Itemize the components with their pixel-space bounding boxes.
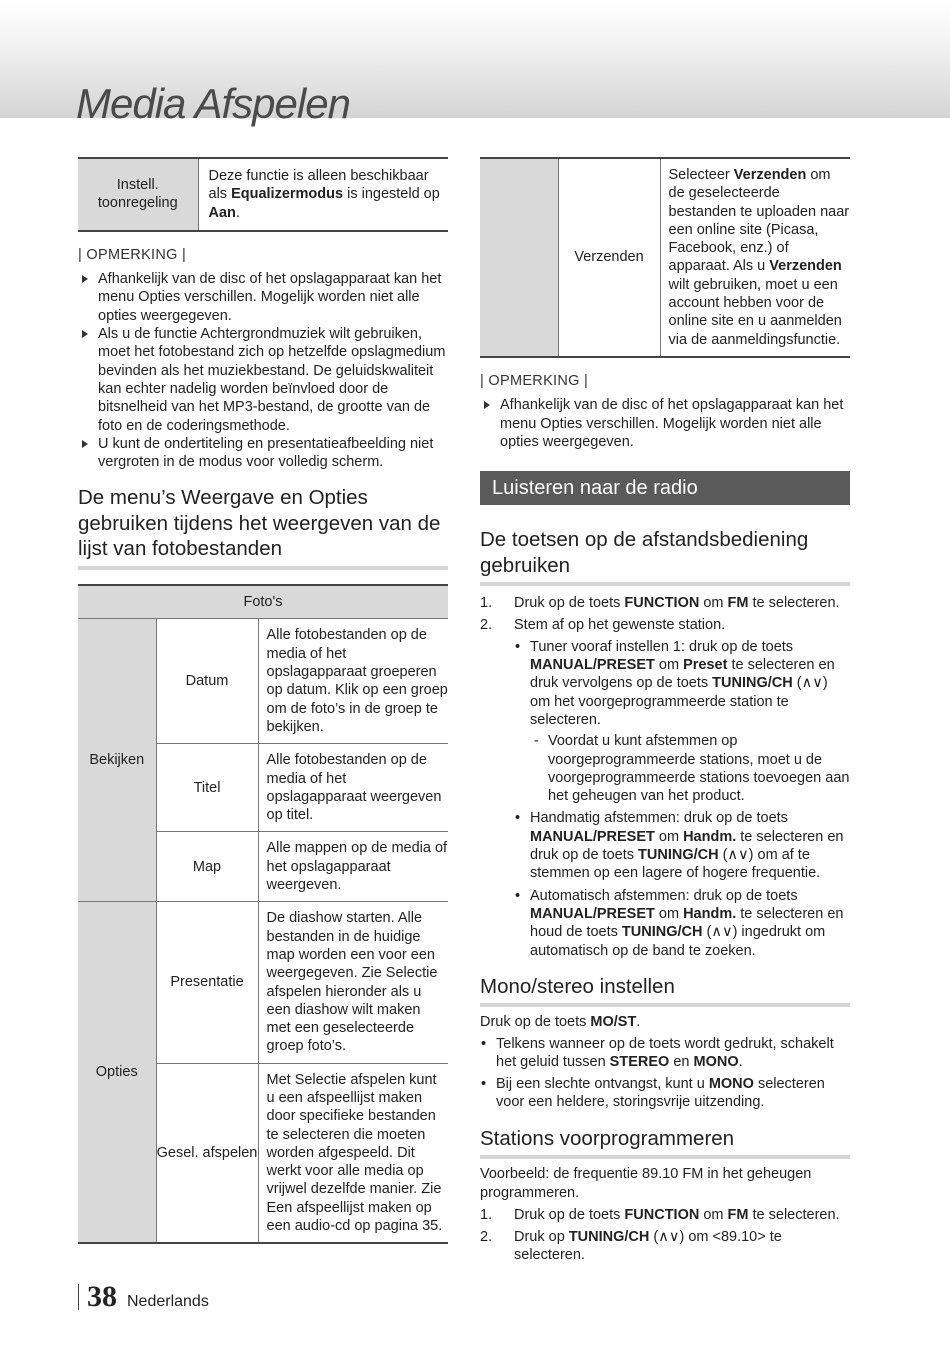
tuning-subnote: - Voordat u kunt afstemmen op voorgeprogrammeerde stations, moet u de voorgeprogrammeerde stations toevoegen aan het geheugen van het product. — [530, 732, 850, 805]
footer-rule — [78, 1284, 79, 1310]
remote-steps — [480, 594, 850, 960]
send-description: Selecteer Verzenden om de geselecteerde bestanden te uploaden naar een online site (Picasa, Facebook, enz.) of apparaat. Als u Verzenden wilt gebruiken, moet u een account hebben voor de online site en u aanmelden via de aanmeldingsfunctie. — [660, 158, 850, 357]
note-item: Afhankelijk van de disc of het opslagapparaat kan het menu Opties verschillen. Mogelijk worden niet alle opties weergegeven. — [480, 396, 850, 451]
group-bekijken: Bekijken — [78, 619, 156, 902]
tuning-option: • Tuner vooraf instellen 1: druk op de toets MANUAL/PRESET om Preset te selecteren en druk vervolgens op de toets TUNING/CH (∧∨) om het voorgeprogrammeerde station te selecteren. - Voordat u kunt afstemmen op voorgeprogrammeerde stations, moet u de voorgeprogrammeerde stations toevoegen aan het geheugen van het product. — [514, 638, 850, 806]
equalizer-description: Deze functie is alleen beschikbaar als Equalizermodus is ingesteld op Aan. — [198, 158, 448, 231]
preset-steps — [480, 1206, 850, 1265]
row-description: Alle fotobestanden op de media of het opslagapparaat groeperen op datum. Klik op een groep om de foto’s in de groep te bekijken. — [258, 619, 448, 744]
row-description: Met Selectie afspelen kunt u een afspeellijst maken door specifieke bestanden te selecteren die moeten worden afgespeeld. Dit werkt voor alle media op vrijwel dezelfde manier. Zie Een afspeellijst maken op een audio-cd op pagina 35. — [258, 1063, 448, 1243]
note-list — [480, 396, 850, 451]
mono-item: • Bij een slechte ontvangst, kunt u MONO selecteren voor een heldere, storingsvrije uitzending. — [480, 1075, 850, 1112]
note-item: Afhankelijk van de disc of het opslagapparaat kan het menu Opties verschillen. Mogelijk worden niet alle opties weergegeven. — [78, 270, 448, 325]
tuning-option: • Automatisch afstemmen: druk op de toets MANUAL/PRESET om Handm. te selecteren en houd de toets TUNING/CH (∧∨) ingedrukt om automatisch op de band te zoeken. — [514, 887, 850, 960]
row-label: Presentatie — [156, 902, 258, 1063]
preset-intro: Voorbeeld: de frequentie 89.10 FM in het geheugen programmeren. — [480, 1166, 812, 1201]
note-item: U kunt de ondertiteling en presentatieafbeelding niet vergroten in de modus voor volledig scherm. — [78, 435, 448, 472]
table-header: Foto's — [78, 585, 448, 619]
row-label: Titel — [156, 744, 258, 832]
right-column — [480, 157, 850, 1269]
tuning-option: • Handmatig afstemmen: druk op de toets MANUAL/PRESET om Handm. te selecteren en druk op de toets TUNING/CH (∧∨) om af te stemmen op een lagere of hogere frequentie. — [514, 809, 850, 882]
left-column — [78, 157, 448, 1244]
heading-preset-stations: Stations voorprogrammeren — [480, 1126, 850, 1160]
photo-options-table — [78, 584, 448, 1244]
mono-intro: Druk op de toets MO/ST. — [480, 1014, 641, 1031]
step-item: 2. Druk op TUNING/CH (∧∨) om <89.10> te selecteren. — [480, 1229, 782, 1264]
tuning-options — [514, 638, 850, 960]
note-title: | OPMERKING | — [78, 246, 187, 263]
radio-section-bar: Luisteren naar de radio — [480, 471, 850, 505]
row-label: Map — [156, 832, 258, 902]
row-label: Datum — [156, 619, 258, 744]
note-title: | OPMERKING | — [480, 372, 589, 389]
footer-language: Nederlands — [127, 1293, 209, 1310]
send-table — [480, 157, 850, 358]
mono-list — [480, 1035, 850, 1112]
section-heading-photo-menus: De menu’s Weergave en Opties gebruiken tijdens het weergeven van de lijst van fotobestanden — [78, 485, 448, 570]
heading-mono-stereo: Mono/stereo instellen — [480, 974, 850, 1008]
step-item: 1. Druk op de toets FUNCTION om FM te selecteren. — [480, 595, 840, 612]
group-opties: Opties — [78, 902, 156, 1244]
heading-remote-keys: De toetsen op de afstandsbediening gebruiken — [480, 527, 850, 586]
mono-item: • Telkens wanneer op de toets wordt gedrukt, schakelt het geluid tussen STEREO en MONO. — [480, 1035, 850, 1072]
row-description: De diashow starten. Alle bestanden in de huidige map worden een voor een weergegeven. Zie Selectie afspelen hieronder als u een diashow wilt maken met een geselecteerde groep foto’s. — [258, 902, 448, 1063]
step-item: 2. Stem af op het gewenste station. • Tuner vooraf instellen 1: druk op de toets MANUAL/PRESET om Preset te selecteren en druk vervolgens op de toets TUNING/CH (∧∨) om het voorgeprogrammeerde station te selecteren. - Voordat u kunt afstemmen op voorgeprogrammeerde stations, moet u de voorgeprogrammeerde stations toevoegen aan het geheugen van het product. • Handmatig afstemmen: druk op de toets MANUAL/PRESET om Handm. te selecteren en druk op de toets TUNING/CH (∧∨) om af te stemmen op een lagere of hogere frequentie. • Automatisch afstemmen: druk op de toets MANUAL/PRESET om Handm. te selecteren en houd de toets TUNING/CH (∧∨) ingedrukt om automatisch op de band te zoeken. — [480, 616, 850, 959]
step-item: 1. Druk op de toets FUNCTION om FM te selecteren. — [480, 1206, 840, 1223]
row-description: Alle mappen op de media of het opslagapparaat weergeven. — [258, 832, 448, 902]
equalizer-label: Instell. toonregeling — [78, 158, 198, 231]
row-label: Gesel. afspelen — [156, 1063, 258, 1243]
equalizer-table — [78, 157, 448, 232]
send-label: Verzenden — [558, 158, 660, 357]
row-description: Alle fotobestanden op de media of het opslagapparaat weergeven op titel. — [258, 744, 448, 832]
note-item: Als u de functie Achtergrondmuziek wilt gebruiken, moet het fotobestand zich op hetzelfde opslagmedium bevinden als het muziekbestand. De geluidskwaliteit kan echter nadelig worden beïnvloed door de bitsnelheid van het MP3-bestand, de grootte van de foto en de coderingsmethode. — [78, 325, 448, 435]
page-number: 38 — [87, 1280, 117, 1313]
page-title: Media Afspelen — [76, 80, 350, 127]
page-footer — [78, 1280, 209, 1311]
note-list — [78, 270, 448, 471]
send-group-cell — [480, 158, 558, 357]
